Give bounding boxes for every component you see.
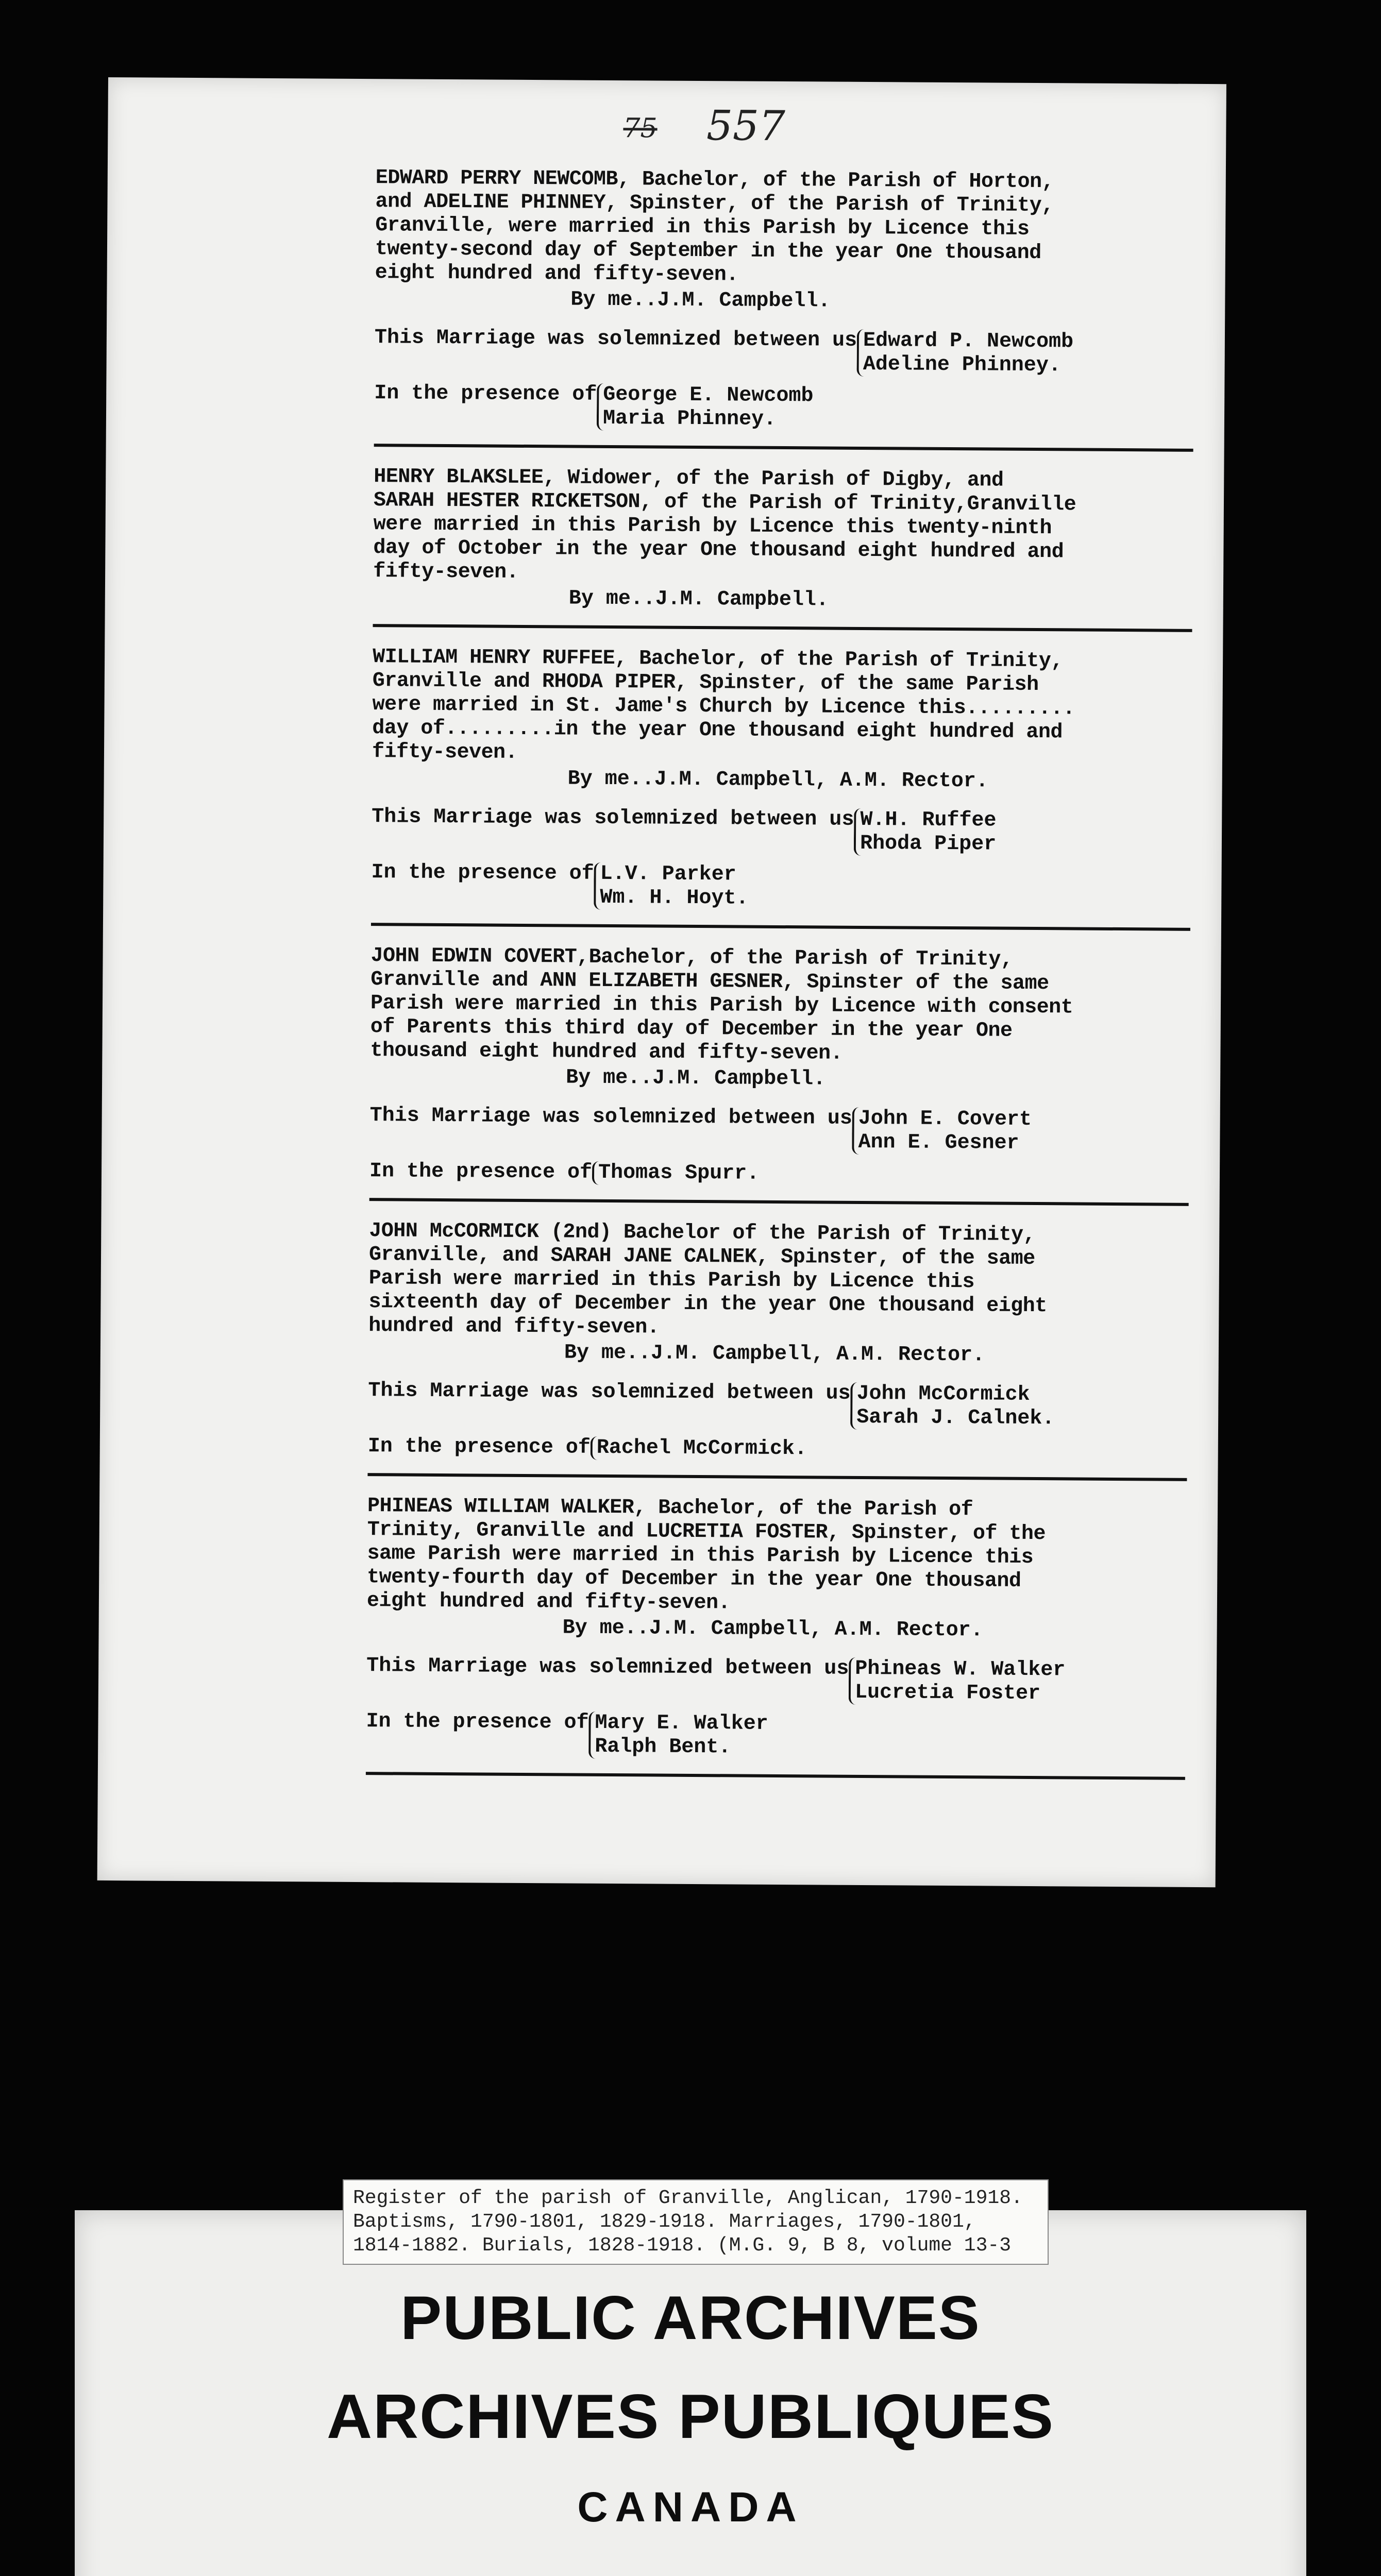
- entry-text: JOHN EDWIN COVERT,Bachelor, of the Parish of Trinity, Granville and ANN ELIZABETH GESNER, Spinster of the same Parish were married in this Parish by Licence with consent of Parents this third day of December in the year One thousand eight hundred and fifty-seven.: [370, 944, 1073, 1065]
- marriage-entry: [373, 465, 1193, 632]
- solemnized-label: This Marriage was solemnized between us: [369, 1104, 852, 1130]
- presence-label: In the presence of: [366, 1710, 589, 1735]
- old-page-number: 75: [623, 113, 658, 144]
- presence-names: George E. Newcomb Maria Phinney.: [597, 383, 814, 432]
- entry-text: EDWARD PERRY NEWCOMB, Bachelor, of the Parish of Horton, and ADELINE PHINNEY, Spinster, of the Parish of Trinity, Granville, were married in this Parish by Licence this twenty-second day of September in the year One thousand eight hundred and fifty-seven.: [375, 166, 1054, 287]
- solemnized-names: John E. Covert Ann E. Gesner: [852, 1107, 1032, 1156]
- presence-label: In the presence of: [369, 1160, 593, 1184]
- officiant-line: By me..J.M. Campbell, A.M. Rector.: [564, 1341, 985, 1367]
- presence-row: [374, 382, 1194, 434]
- stamp-archives-publiques: ARCHIVES PUBLIQUES: [326, 2381, 1055, 2451]
- presence-names: Thomas Spurr.: [592, 1161, 759, 1186]
- solemnized-row: [366, 1654, 1186, 1707]
- solemnized-label: This Marriage was solemnized between us: [372, 805, 854, 832]
- marriage-entry: [369, 944, 1190, 1206]
- presence-row: [369, 1160, 1189, 1189]
- stamp-public-archives: PUBLIC ARCHIVES: [400, 2283, 981, 2352]
- presence-names: L.V. Parker Wm. H. Hoyt.: [594, 862, 749, 911]
- presence-label: In the presence of: [367, 1435, 591, 1460]
- page-number: [623, 101, 785, 150]
- entry-text: PHINEAS WILLIAM WALKER, Bachelor, of the Parish of Trinity, Granville and LUCRETIA FOSTER, Spinster, of the same Parish were married in this Parish by Licence this twenty-fourth day of December in the year One thousand eight hundred and fifty-seven.: [366, 1495, 1046, 1615]
- presence-label: In the presence of: [371, 861, 594, 886]
- entry-text: WILLIAM HENRY RUFFEE, Bachelor, of the Parish of Trinity, Granville and RHODA PIPER, Spinster, of the same Parish were married in St. Jame's Church by Licence this......... day of.........in the year One thousand eight hundred and fifty-seven.: [372, 646, 1075, 765]
- solemnized-label: This Marriage was solemnized between us: [368, 1379, 851, 1405]
- presence-row: [371, 861, 1191, 913]
- current-page-number: 557: [706, 101, 786, 150]
- solemnized-row: [374, 326, 1194, 379]
- solemnized-row: [372, 805, 1191, 858]
- officiant-line: By me..J.M. Campbell.: [566, 1066, 826, 1091]
- register-page: [97, 77, 1226, 1887]
- marriage-entries: [366, 166, 1195, 1780]
- stamp-canada: CANADA: [577, 2484, 804, 2531]
- solemnized-label: This Marriage was solemnized between us: [366, 1654, 849, 1681]
- presence-row: [366, 1710, 1186, 1762]
- collection-label: Register of the parish of Granville, Anglican, 1790-1918. Baptisms, 1790-1801, 1829-1918. Marriages, 1790-1801, 1814-1882. Burials, 1828-1918. (M.G. 9, B 8, volume 13-3: [343, 2179, 1049, 2265]
- solemnized-names: John McCormick Sarah J. Calnek.: [850, 1382, 1055, 1431]
- solemnized-names: W.H. Ruffee Rhoda Piper: [854, 808, 997, 857]
- archives-card: [75, 2187, 1306, 2576]
- presence-names: Mary E. Walker Ralph Bent.: [588, 1711, 768, 1760]
- entry-text: JOHN McCORMICK (2nd) Bachelor of the Parish of Trinity, Granville, and SARAH JANE CALNEK, Spinster, of the same Parish were married in this Parish by Licence this sixteenth day of December in the year One thousand eight hundred and fifty-seven.: [368, 1219, 1047, 1340]
- solemnized-label: This Marriage was solemnized between us: [374, 326, 857, 352]
- solemnized-names: Edward P. Newcomb Adeline Phinney.: [857, 329, 1074, 378]
- marriage-entry: [374, 166, 1195, 452]
- presence-names: Rachel McCormick.: [591, 1436, 807, 1462]
- marriage-entry: [367, 1219, 1188, 1481]
- marriage-entry: [366, 1495, 1187, 1780]
- presence-row: [368, 1435, 1187, 1464]
- officiant-line: By me..J.M. Campbell, A.M. Rector.: [562, 1616, 983, 1642]
- officiant-line: By me..J.M. Campbell, A.M. Rector.: [567, 767, 988, 793]
- officiant-line: By me..J.M. Campbell.: [570, 288, 831, 313]
- presence-label: In the presence of: [374, 382, 597, 406]
- entry-text: HENRY BLAKSLEE, Widower, of the Parish of Digby, and SARAH HESTER RICKETSON, of the Parish of Trinity,Granville were married in this Parish by Licence this twenty-ninth day of October in the year One thousand eight hundred and fifty-seven.: [373, 465, 1076, 584]
- solemnized-names: Phineas W. Walker Lucretia Foster: [849, 1657, 1066, 1706]
- solemnized-row: [368, 1379, 1188, 1432]
- officiant-line: By me..J.M. Campbell.: [568, 587, 829, 612]
- marriage-entry: [371, 646, 1192, 931]
- solemnized-row: [369, 1104, 1189, 1157]
